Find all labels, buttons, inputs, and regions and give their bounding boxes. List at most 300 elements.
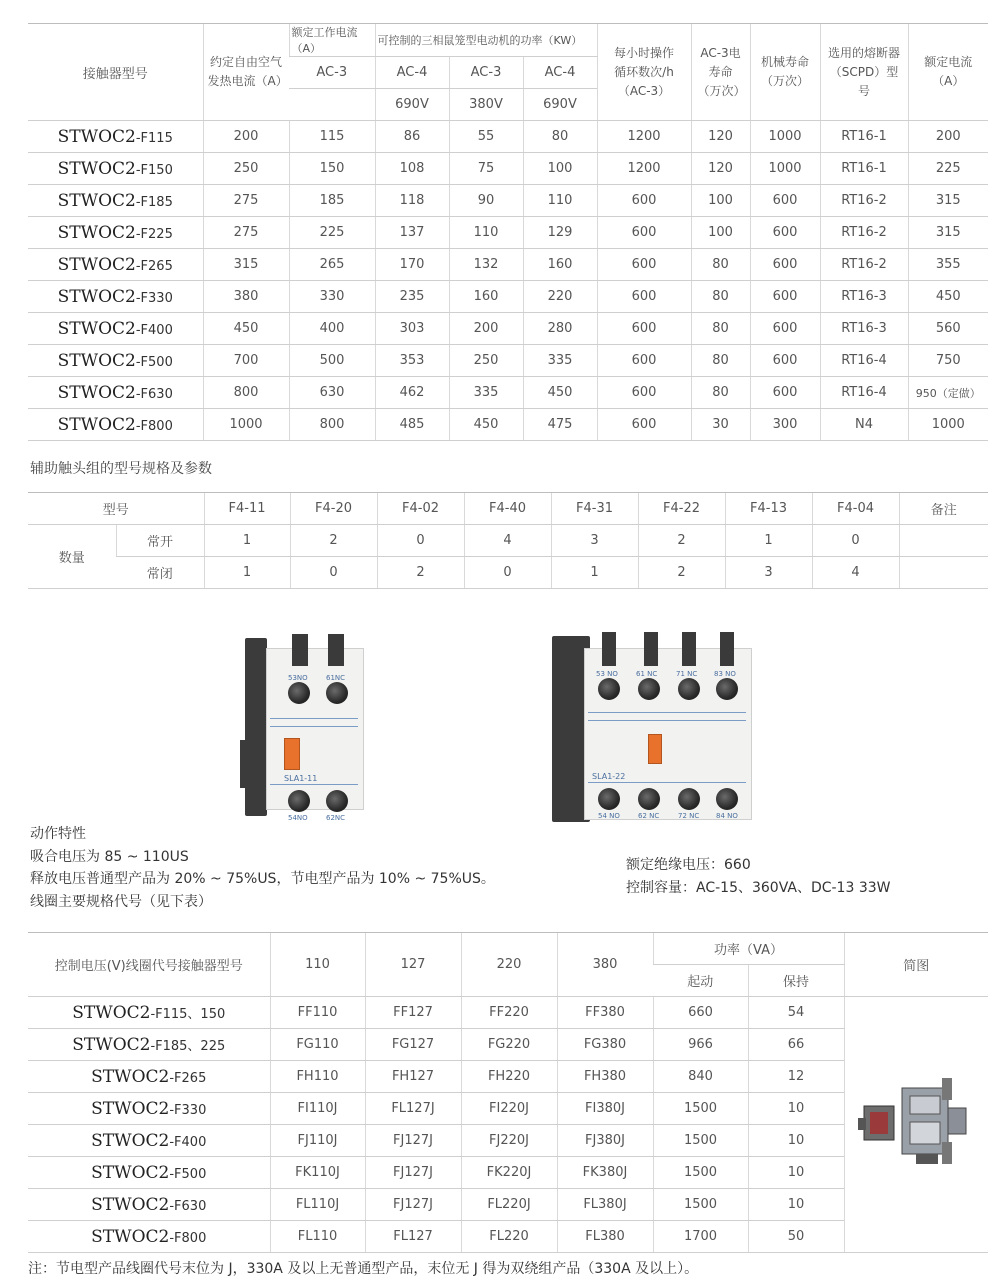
spec-model — [28, 217, 203, 249]
spec-cell: 500 — [289, 345, 375, 377]
coil-header-power: 功率（VA） — [653, 933, 844, 965]
spec-cell: 380 — [203, 281, 289, 313]
right-bottom-terminal-2: 62 NC — [638, 812, 660, 820]
model-suffix: -F330 — [135, 290, 173, 306]
aux-remark-label: 备注 — [899, 493, 988, 525]
model-prefix: STWOC2 — [91, 1162, 170, 1183]
coil-cell: FH220 — [461, 1061, 557, 1093]
coil-cell: FL380 — [557, 1221, 653, 1253]
spec-cell: 950（定做） — [908, 377, 988, 409]
header-motor-power: 可控制的三相鼠笼型电动机的功率（KW） — [375, 24, 597, 57]
spec-model — [28, 377, 203, 409]
spec-cell: 200 — [449, 313, 523, 345]
model-suffix: -F330 — [169, 1102, 207, 1118]
model-suffix: -F800 — [169, 1230, 207, 1246]
coil-cell: 10 — [748, 1125, 844, 1157]
coil-model — [28, 1221, 270, 1253]
coil-cell: 50 — [748, 1221, 844, 1253]
right-top-terminal-3: 71 NC — [676, 670, 698, 678]
aux-no-value: 1 — [204, 525, 290, 557]
model-prefix: STWOC2 — [91, 1226, 170, 1247]
model-prefix: STWOC2 — [57, 126, 136, 147]
spec-model — [28, 121, 203, 153]
coil-cell: FL110J — [270, 1189, 365, 1221]
aux-model-f4-31: F4-31 — [551, 493, 638, 525]
aux-no-label: 常开 — [116, 525, 204, 557]
header-power-ac4-b: AC-4 — [523, 57, 597, 89]
right-bottom-terminal-3: 72 NC — [678, 812, 700, 820]
spec-cell: 1000 — [908, 409, 988, 441]
coil-cell: FG380 — [557, 1029, 653, 1061]
coil-cell: 66 — [748, 1029, 844, 1061]
model-suffix: -F150 — [135, 162, 173, 178]
spec-cell: 600 — [750, 345, 820, 377]
coil-model — [28, 1125, 270, 1157]
header-rated-ac3: AC-3 — [289, 57, 375, 89]
spec-cell: 353 — [375, 345, 449, 377]
model-suffix: -F630 — [135, 386, 173, 402]
coil-cell: FJ127J — [365, 1125, 461, 1157]
aux-no-value: 3 — [551, 525, 638, 557]
model-prefix: STWOC2 — [91, 1194, 170, 1215]
aux-no-value: 2 — [638, 525, 725, 557]
product-image-sla1-11 — [240, 630, 370, 820]
right-top-terminal-4: 83 NO — [714, 670, 736, 678]
coil-header-127: 127 — [365, 933, 461, 997]
header-model: 接触器型号 — [28, 24, 203, 121]
spec-row — [28, 409, 988, 441]
spec-cell: RT16-2 — [820, 249, 908, 281]
left-bottom-terminal-1: 54NO — [288, 814, 308, 822]
coil-model — [28, 1093, 270, 1125]
spec-cell: 115 — [289, 121, 375, 153]
header-power-ac3: AC-3 — [449, 57, 523, 89]
spec-cell: 110 — [523, 185, 597, 217]
right-bottom-terminal-4: 84 NO — [716, 812, 738, 820]
spec-row — [28, 313, 988, 345]
model-prefix: STWOC2 — [57, 254, 136, 275]
spec-cell: 485 — [375, 409, 449, 441]
spec-model — [28, 249, 203, 281]
spec-cell: RT16-3 — [820, 281, 908, 313]
coil-cell: 840 — [653, 1061, 748, 1093]
aux-no-value: 2 — [290, 525, 377, 557]
coil-cell: 966 — [653, 1029, 748, 1061]
coil-model — [28, 1157, 270, 1189]
header-ops-per-hour: 每小时操作循环数次/h（AC-3） — [597, 24, 691, 121]
header-power-ac4-a: AC-4 — [375, 57, 449, 89]
aux-model-f4-11: F4-11 — [204, 493, 290, 525]
coil-cell: FF127 — [365, 997, 461, 1029]
coil-cell: FJ380J — [557, 1125, 653, 1157]
aux-nc-value: 2 — [638, 557, 725, 589]
coil-model — [28, 1029, 270, 1061]
spec-cell: RT16-2 — [820, 185, 908, 217]
coil-cell: FL127 — [365, 1221, 461, 1253]
left-model-label: SLA1-11 — [284, 774, 318, 783]
spec-cell: 400 — [289, 313, 375, 345]
coil-diagram-image — [856, 1068, 976, 1178]
model-suffix: -F265 — [169, 1070, 207, 1086]
coil-header-hold: 保持 — [748, 965, 844, 997]
coil-cell: FJ220J — [461, 1125, 557, 1157]
aux-no-value: 1 — [725, 525, 812, 557]
coil-cell: FF110 — [270, 997, 365, 1029]
model-prefix: STWOC2 — [57, 382, 136, 403]
product-image-sla1-22 — [548, 626, 758, 826]
spec-cell: 1000 — [750, 153, 820, 185]
coil-cell: 12 — [748, 1061, 844, 1093]
spec-row — [28, 377, 988, 409]
coil-cell: FL380J — [557, 1189, 653, 1221]
coil-cell: FF380 — [557, 997, 653, 1029]
model-prefix: STWOC2 — [57, 190, 136, 211]
spec-cell: 120 — [691, 153, 750, 185]
model-suffix: -F400 — [135, 322, 173, 338]
spec-row — [28, 249, 988, 281]
spec-cell: 1000 — [203, 409, 289, 441]
spec-cell: 600 — [597, 377, 691, 409]
header-volt-380: 380V — [449, 89, 523, 121]
spec-cell: 600 — [597, 281, 691, 313]
header-electrical-life: AC-3电寿命（万次） — [691, 24, 750, 121]
model-suffix: -F630 — [169, 1198, 207, 1214]
spec-cell: 275 — [203, 185, 289, 217]
spec-cell: 137 — [375, 217, 449, 249]
model-prefix: STWOC2 — [57, 318, 136, 339]
spec-cell: 170 — [375, 249, 449, 281]
spec-cell: RT16-1 — [820, 153, 908, 185]
spec-cell: 450 — [908, 281, 988, 313]
coil-cell: 10 — [748, 1157, 844, 1189]
spec-cell: 120 — [691, 121, 750, 153]
coil-cell: 1500 — [653, 1125, 748, 1157]
coil-cell: 1500 — [653, 1189, 748, 1221]
spec-cell: 100 — [691, 217, 750, 249]
spec-cell: 100 — [691, 185, 750, 217]
model-prefix: STWOC2 — [72, 1002, 151, 1023]
aux-model-f4-02: F4-02 — [377, 493, 464, 525]
spec-cell: 330 — [289, 281, 375, 313]
spec-cell: 150 — [289, 153, 375, 185]
coil-cell: FI220J — [461, 1093, 557, 1125]
spec-cell: 225 — [908, 153, 988, 185]
coil-cell: 1700 — [653, 1221, 748, 1253]
coil-header-110: 110 — [270, 933, 365, 997]
spec-cell: 108 — [375, 153, 449, 185]
spec-cell: 600 — [750, 249, 820, 281]
spec-cell: 600 — [597, 185, 691, 217]
coil-cell: FH110 — [270, 1061, 365, 1093]
coil-cell: FI380J — [557, 1093, 653, 1125]
coil-cell: FL110 — [270, 1221, 365, 1253]
coil-cell: 1500 — [653, 1157, 748, 1189]
spec-cell: 80 — [691, 249, 750, 281]
coil-diagram-cell — [844, 997, 988, 1253]
spec-cell: 160 — [523, 249, 597, 281]
spec-cell: 560 — [908, 313, 988, 345]
coil-header-diagram: 简图 — [844, 933, 988, 997]
spec-cell: RT16-1 — [820, 121, 908, 153]
spec-cell: 220 — [523, 281, 597, 313]
model-suffix: -F800 — [135, 418, 173, 434]
spec-cell: N4 — [820, 409, 908, 441]
action-title: 动作特性 — [30, 826, 86, 842]
coil-row — [28, 997, 988, 1029]
model-prefix: STWOC2 — [57, 286, 136, 307]
header-mechanical-life: 机械寿命（万次） — [750, 24, 820, 121]
coil-cell: FL127J — [365, 1093, 461, 1125]
coil-cell: FJ110J — [270, 1125, 365, 1157]
spec-cell: 600 — [750, 281, 820, 313]
aux-model-f4-20: F4-20 — [290, 493, 377, 525]
spec-cell: 90 — [449, 185, 523, 217]
spec-cell: 600 — [597, 249, 691, 281]
spec-cell: 335 — [449, 377, 523, 409]
coil-header-model: 控制电压(V)线圈代号接触器型号 — [28, 933, 270, 997]
spec-cell: 250 — [203, 153, 289, 185]
coil-cell: 10 — [748, 1189, 844, 1221]
action-pickup-voltage: 吸合电压为 85 ~ 110US — [30, 848, 189, 865]
spec-model — [28, 409, 203, 441]
model-prefix: STWOC2 — [57, 350, 136, 371]
spec-cell: 185 — [289, 185, 375, 217]
spec-cell: 600 — [750, 313, 820, 345]
aux-remark-cell — [899, 525, 988, 557]
spec-cell: RT16-3 — [820, 313, 908, 345]
spec-model — [28, 313, 203, 345]
coil-cell: FG110 — [270, 1029, 365, 1061]
model-prefix: STWOC2 — [57, 414, 136, 435]
aux-nc-value: 3 — [725, 557, 812, 589]
spec-cell: 80 — [691, 377, 750, 409]
aux-nc-value: 4 — [812, 557, 899, 589]
coil-model — [28, 1061, 270, 1093]
right-model-label: SLA1-22 — [592, 772, 626, 781]
spec-cell: RT16-4 — [820, 345, 908, 377]
header-volt-690-a: 690V — [375, 89, 449, 121]
model-suffix: -F115、150 — [150, 1006, 226, 1022]
spec-cell: 129 — [523, 217, 597, 249]
footnote: 注：节电型产品线圈代号末位为 J，330A 及以上无普通型产品，末位无 J 得为双绕组产品（330A 及以上）。 — [28, 1261, 699, 1277]
spec-cell: 630 — [289, 377, 375, 409]
action-coil-spec: 线圈主要规格代号（见下表） — [30, 893, 212, 910]
spec-cell: 118 — [375, 185, 449, 217]
coil-cell: FJ127J — [365, 1157, 461, 1189]
aux-model-f4-04: F4-04 — [812, 493, 899, 525]
header-empty — [289, 89, 375, 121]
model-suffix: -F400 — [169, 1134, 207, 1150]
spec-cell: 800 — [289, 409, 375, 441]
header-fuse-current: 额定电流（A） — [908, 24, 988, 121]
spec-row — [28, 153, 988, 185]
aux-title: 辅助触头组的型号规格及参数 — [30, 461, 212, 477]
spec-cell: 450 — [449, 409, 523, 441]
spec-row — [28, 217, 988, 249]
spec-cell: RT16-2 — [820, 217, 908, 249]
action-release-voltage: 释放电压普通型产品为 20% ~ 75%US，节电型产品为 10% ~ 75%US。 — [30, 871, 495, 887]
coil-cell: 54 — [748, 997, 844, 1029]
aux-no-value: 0 — [377, 525, 464, 557]
coil-header-220: 220 — [461, 933, 557, 997]
aux-no-value: 4 — [464, 525, 551, 557]
coil-cell: FL220J — [461, 1189, 557, 1221]
aux-nc-value: 0 — [290, 557, 377, 589]
insulation-voltage: 额定绝缘电压：660 — [626, 857, 751, 873]
spec-cell: 30 — [691, 409, 750, 441]
aux-nc-value: 2 — [377, 557, 464, 589]
aux-nc-value: 0 — [464, 557, 551, 589]
spec-cell: 1000 — [750, 121, 820, 153]
aux-model-f4-13: F4-13 — [725, 493, 812, 525]
coil-cell: 10 — [748, 1093, 844, 1125]
coil-cell: FK220J — [461, 1157, 557, 1189]
spec-cell: 80 — [523, 121, 597, 153]
aux-remark-cell — [899, 557, 988, 589]
spec-cell: RT16-4 — [820, 377, 908, 409]
right-bottom-terminal-1: 54 NO — [598, 812, 620, 820]
coil-spec-table — [28, 932, 988, 1253]
spec-cell: 462 — [375, 377, 449, 409]
aux-nc-label: 常闭 — [116, 557, 204, 589]
spec-row — [28, 121, 988, 153]
header-fuse: 选用的熔断器（SCPD）型号 — [820, 24, 908, 121]
spec-cell: 600 — [597, 217, 691, 249]
contactor-spec-table — [28, 23, 988, 441]
control-capacity: 控制容量：AC-15、360VA、DC-13 33W — [626, 879, 891, 896]
aux-model-label: 型号 — [28, 493, 204, 525]
model-prefix: STWOC2 — [91, 1130, 170, 1151]
spec-model — [28, 153, 203, 185]
spec-cell: 600 — [750, 217, 820, 249]
spec-cell: 450 — [203, 313, 289, 345]
spec-cell: 1200 — [597, 153, 691, 185]
left-top-terminal-1: 53NO — [288, 674, 308, 682]
spec-cell: 80 — [691, 313, 750, 345]
right-top-terminal-2: 61 NC — [636, 670, 658, 678]
spec-cell: 700 — [203, 345, 289, 377]
spec-cell: 225 — [289, 217, 375, 249]
spec-row — [28, 281, 988, 313]
spec-cell: 300 — [750, 409, 820, 441]
insulation-info — [626, 854, 890, 899]
aux-nc-value: 1 — [204, 557, 290, 589]
spec-cell: 55 — [449, 121, 523, 153]
coil-header-start: 起动 — [653, 965, 748, 997]
spec-cell: 80 — [691, 281, 750, 313]
coil-cell: FJ127J — [365, 1189, 461, 1221]
spec-cell: 335 — [523, 345, 597, 377]
model-prefix: STWOC2 — [91, 1098, 170, 1119]
spec-row — [28, 345, 988, 377]
aux-model-f4-22: F4-22 — [638, 493, 725, 525]
spec-cell: 600 — [750, 377, 820, 409]
spec-cell: 275 — [203, 217, 289, 249]
spec-cell: 303 — [375, 313, 449, 345]
spec-cell: 200 — [203, 121, 289, 153]
coil-model — [28, 1189, 270, 1221]
spec-cell: 160 — [449, 281, 523, 313]
coil-cell: FH127 — [365, 1061, 461, 1093]
spec-cell: 110 — [449, 217, 523, 249]
header-rated-current: 额定工作电流（A） — [289, 24, 375, 57]
model-suffix: -F500 — [135, 354, 173, 370]
coil-model — [28, 997, 270, 1029]
spec-cell: 280 — [523, 313, 597, 345]
spec-cell: 475 — [523, 409, 597, 441]
spec-model — [28, 281, 203, 313]
model-prefix: STWOC2 — [57, 222, 136, 243]
model-suffix: -F115 — [135, 130, 173, 146]
coil-cell: FG127 — [365, 1029, 461, 1061]
spec-cell: 1200 — [597, 121, 691, 153]
spec-cell: 600 — [597, 409, 691, 441]
spec-cell: 80 — [691, 345, 750, 377]
coil-cell: FG220 — [461, 1029, 557, 1061]
model-suffix: -F225 — [135, 226, 173, 242]
spec-cell: 315 — [908, 217, 988, 249]
model-prefix: STWOC2 — [91, 1066, 170, 1087]
spec-row — [28, 185, 988, 217]
aux-no-value: 0 — [812, 525, 899, 557]
coil-cell: FF220 — [461, 997, 557, 1029]
coil-header-380: 380 — [557, 933, 653, 997]
spec-model — [28, 345, 203, 377]
model-suffix: -F185 — [135, 194, 173, 210]
spec-cell: 750 — [908, 345, 988, 377]
coil-cell: FI110J — [270, 1093, 365, 1125]
spec-cell: 100 — [523, 153, 597, 185]
spec-cell: 355 — [908, 249, 988, 281]
spec-cell: 250 — [449, 345, 523, 377]
right-top-terminal-1: 53 NO — [596, 670, 618, 678]
left-top-terminal-2: 61NC — [326, 674, 346, 682]
spec-cell: 600 — [750, 185, 820, 217]
spec-cell: 450 — [523, 377, 597, 409]
header-thermal-current: 约定自由空气发热电流（A） — [203, 24, 289, 121]
model-prefix: STWOC2 — [57, 158, 136, 179]
spec-cell: 265 — [289, 249, 375, 281]
coil-cell: 1500 — [653, 1093, 748, 1125]
aux-nc-value: 1 — [551, 557, 638, 589]
coil-cell: FL220 — [461, 1221, 557, 1253]
aux-contact-table — [28, 492, 988, 589]
model-suffix: -F265 — [135, 258, 173, 274]
spec-cell: 86 — [375, 121, 449, 153]
spec-cell: 75 — [449, 153, 523, 185]
spec-cell: 132 — [449, 249, 523, 281]
spec-cell: 200 — [908, 121, 988, 153]
spec-cell: 600 — [597, 345, 691, 377]
spec-cell: 315 — [203, 249, 289, 281]
model-suffix: -F185、225 — [150, 1038, 226, 1054]
coil-cell: FH380 — [557, 1061, 653, 1093]
aux-qty-label: 数量 — [28, 525, 116, 589]
spec-cell: 800 — [203, 377, 289, 409]
spec-cell: 235 — [375, 281, 449, 313]
coil-cell: FK110J — [270, 1157, 365, 1189]
left-bottom-terminal-2: 62NC — [326, 814, 346, 822]
coil-cell: 660 — [653, 997, 748, 1029]
header-volt-690-b: 690V — [523, 89, 597, 121]
model-suffix: -F500 — [169, 1166, 207, 1182]
aux-model-f4-40: F4-40 — [464, 493, 551, 525]
coil-cell: FK380J — [557, 1157, 653, 1189]
spec-cell: 600 — [597, 313, 691, 345]
model-prefix: STWOC2 — [72, 1034, 151, 1055]
spec-cell: 315 — [908, 185, 988, 217]
action-characteristics — [30, 823, 495, 913]
